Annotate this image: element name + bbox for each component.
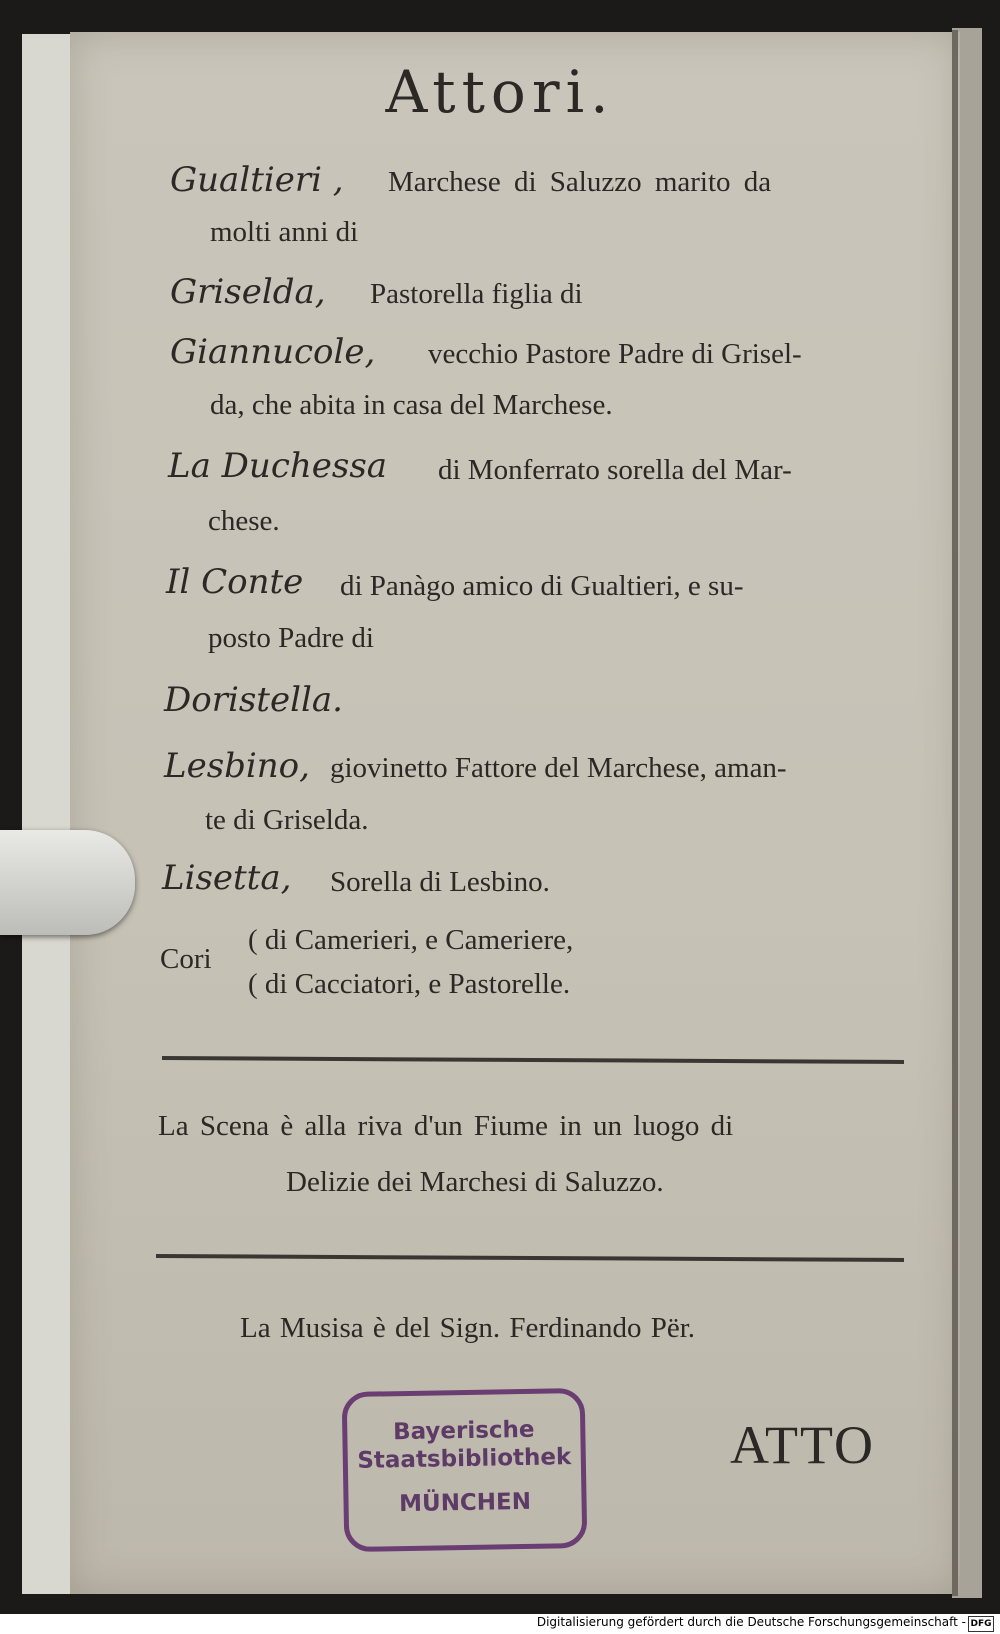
role-conte: Il Conte xyxy=(166,562,304,602)
clip-holder xyxy=(0,830,135,935)
role-doristella: Doristella. xyxy=(164,680,343,720)
cont-lesbino: te di Griselda. xyxy=(205,804,369,836)
page-edge xyxy=(952,30,958,1596)
cont-duchessa: chese. xyxy=(208,505,280,537)
cori-line-2: ( di Cacciatori, e Pastorelle. xyxy=(248,968,571,1000)
footer-text: Digitalisierung gefördert durch die Deutsche Forschungsgemeinschaft - xyxy=(536,1615,966,1629)
role-duchessa: La Duchessa xyxy=(168,446,388,486)
cori-line-1: ( di Camerieri, e Cameriere, xyxy=(248,924,574,956)
role-gualtieri: Gualtieri , xyxy=(170,160,344,200)
stamp-line-2: Staatsbibliothek xyxy=(357,1444,572,1474)
library-stamp xyxy=(342,1388,588,1552)
desc-lesbino: giovinetto Fattore del Marchese, aman- xyxy=(330,752,787,784)
desc-griselda: Pastorella figlia di xyxy=(370,278,583,310)
catchword: ATTO xyxy=(730,1415,876,1475)
role-giannucole: Giannucole, xyxy=(170,332,376,372)
desc-conte: di Panàgo amico di Gualtieri, e su- xyxy=(340,570,744,602)
musica-credit: La Musisa è del Sign. Ferdinando Për. xyxy=(240,1312,696,1344)
desc-lisetta: Sorella di Lesbino. xyxy=(330,866,550,898)
desc-gualtieri: Marchese di Saluzzo marito da xyxy=(388,166,772,198)
role-lesbino: Lesbino, xyxy=(164,746,310,786)
desc-giannucole: vecchio Pastore Padre di Grisel- xyxy=(428,338,802,370)
cont-giannucole: da, che abita in casa del Marchese. xyxy=(210,389,613,421)
dfg-logo: DFG xyxy=(968,1616,994,1632)
scena-line-1: La Scena è alla riva d'un Fiume in un luogo di xyxy=(158,1110,734,1142)
page-title: Attori. xyxy=(385,58,615,126)
stamp-line-3: MÜNCHEN xyxy=(398,1488,532,1518)
stamp-line-1: Bayerische xyxy=(392,1416,535,1446)
cori-label: Cori xyxy=(160,943,212,975)
role-lisetta: Lisetta, xyxy=(162,858,292,898)
scena-line-2: Delizie dei Marchesi di Saluzzo. xyxy=(286,1166,664,1198)
cont-conte: posto Padre di xyxy=(208,622,374,654)
role-griselda: Griselda, xyxy=(170,272,326,312)
document-page xyxy=(70,32,960,1594)
desc-duchessa: di Monferrato sorella del Mar- xyxy=(438,454,792,486)
cont-gualtieri: molti anni di xyxy=(210,216,359,248)
